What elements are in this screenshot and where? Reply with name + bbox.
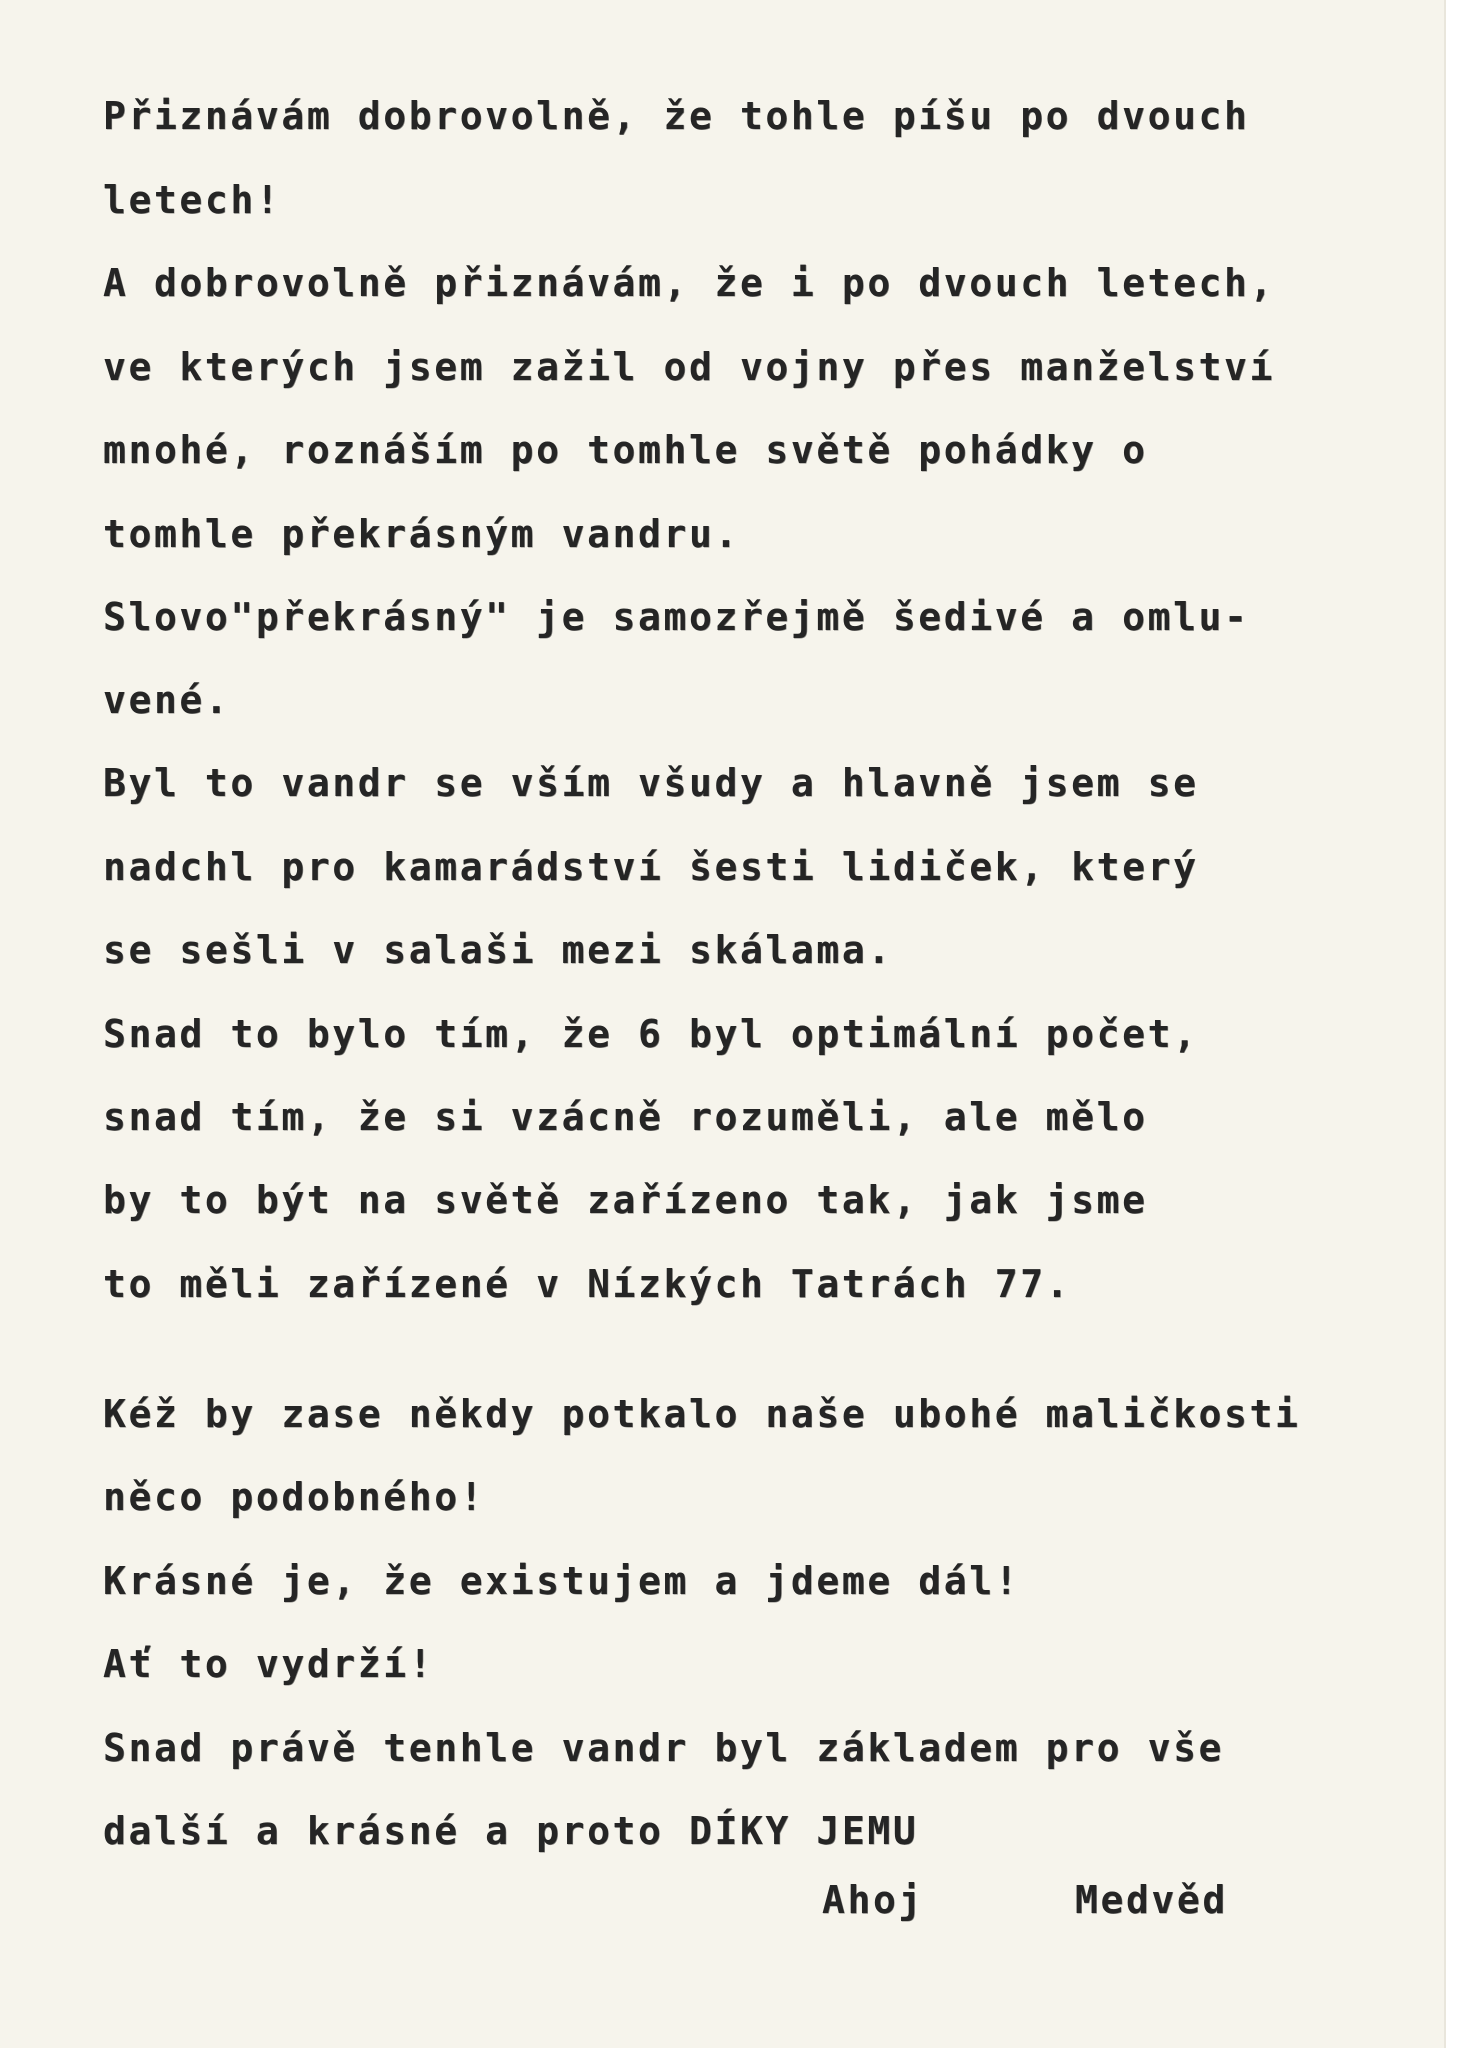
text-line: Slovo"překrásný" je samozřejmě šedivé a omlu- [103, 595, 1250, 639]
text-line: snad tím, že si vzácně rozuměli, ale mělo [103, 1095, 1148, 1139]
text-line: Byl to vandr se vším všudy a hlavně jsem se [103, 761, 1199, 805]
text-line: Přiznávám dobrovolně, že tohle píšu po dvouch [103, 94, 1250, 138]
text-line: to měli zařízené v Nízkých Tatrách 77. [103, 1262, 1072, 1306]
signature-greeting: Ahoj [822, 1878, 924, 1922]
text-line: Kéž by zase někdy potkalo naše ubohé maličkosti [103, 1392, 1301, 1436]
text-line: další a krásné a proto DÍKY JEMU [103, 1809, 919, 1853]
page-edge [1446, 0, 1464, 2048]
text-line: letech! [103, 178, 282, 222]
text-line: Snad to bylo tím, že 6 byl optimální počet, [103, 1012, 1199, 1056]
text-line: ve kterých jsem zažil od vojny přes manželství [103, 345, 1275, 389]
text-line: nadchl pro kamarádství šesti lidiček, který [103, 845, 1199, 889]
text-line: by to být na světě zařízeno tak, jak jsme [103, 1178, 1148, 1222]
text-line: A dobrovolně přiznávám, že i po dvouch letech, [103, 261, 1275, 305]
text-line: Ať to vydrží! [103, 1642, 435, 1686]
signature-name: Medvěd [1075, 1878, 1228, 1922]
text-line: něco podobného! [103, 1475, 486, 1519]
text-line: Snad právě tenhle vandr byl základem pro vše [103, 1726, 1225, 1770]
text-line: Krásné je, že existujem a jdeme dál! [103, 1559, 1021, 1603]
text-line: se sešli v salaši mezi skálama. [103, 928, 893, 972]
text-line: vené. [103, 678, 231, 722]
text-line: tomhle překrásným vandru. [103, 512, 740, 556]
text-line: mnohé, roznáším po tomhle světě pohádky o [103, 428, 1148, 472]
